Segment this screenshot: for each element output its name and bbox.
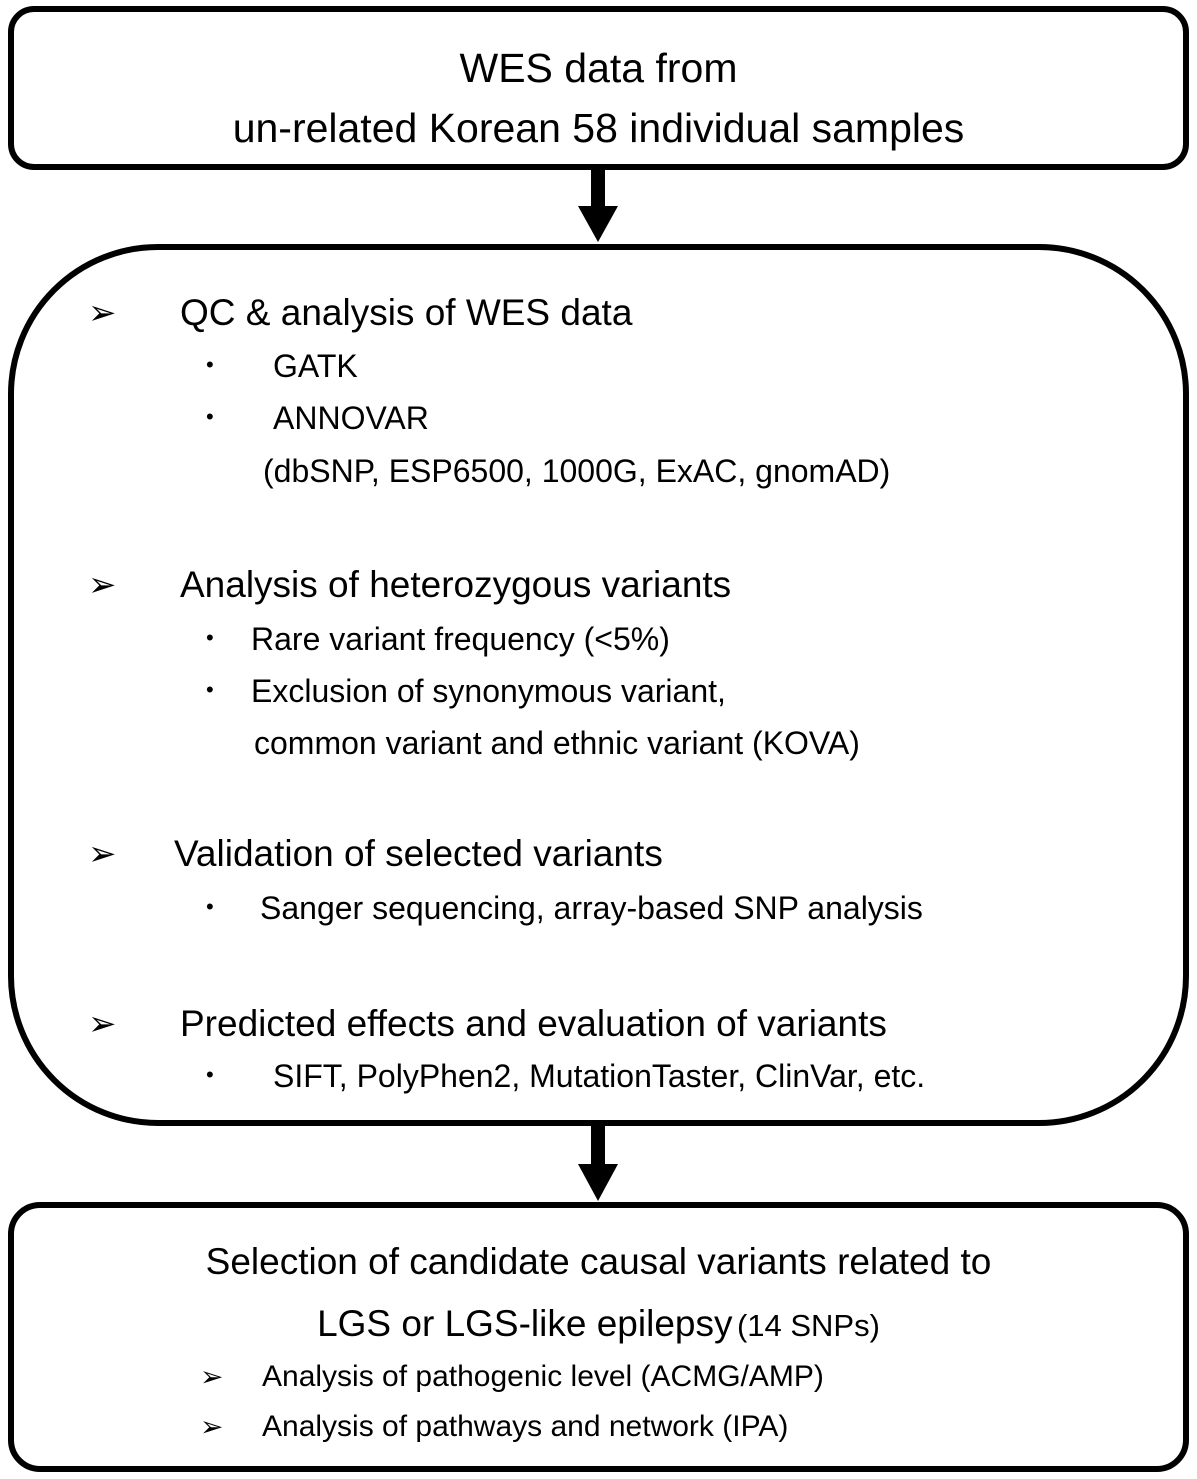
arrow-top-to-middle: [578, 170, 618, 242]
arrowhead-icon: ➢: [88, 835, 117, 873]
section-heading-validation: Validation of selected variants: [174, 833, 663, 874]
selection-title-line2: [14, 1305, 1183, 1342]
item-gatk: GATK: [273, 348, 358, 384]
item-exclusion: Exclusion of synonymous variant,: [251, 673, 726, 709]
arrowhead-icon: ➢: [200, 1411, 224, 1442]
arrowhead-icon: ➢: [88, 566, 117, 604]
bullet-icon: •: [206, 1062, 214, 1087]
selection-title-suffix: (14 SNPs): [736, 1308, 880, 1343]
item-annovar: ANNOVAR: [273, 400, 429, 436]
item-sanger: Sanger sequencing, array-based SNP analysis: [260, 890, 923, 926]
bullet-icon: •: [206, 352, 214, 377]
exclusion-continued: common variant and ethnic variant (KOVA): [254, 725, 860, 761]
section-heading-heterozygous: Analysis of heterozygous variants: [180, 564, 732, 605]
input-data-box: [8, 6, 1189, 170]
arrowhead-icon: ➢: [88, 1005, 117, 1043]
item-tools: SIFT, PolyPhen2, MutationTaster, ClinVar, etc.: [273, 1058, 926, 1094]
bullet-icon: •: [206, 404, 214, 429]
item-pathogenic: Analysis of pathogenic level (ACMG/AMP): [262, 1360, 824, 1393]
arrow-middle-to-bottom: [578, 1126, 618, 1201]
item-pathways: Analysis of pathways and network (IPA): [262, 1410, 789, 1443]
input-title-line1: WES data from: [459, 45, 738, 91]
analysis-pipeline-box: [8, 244, 1189, 1126]
annovar-databases: (dbSNP, ESP6500, 1000G, ExAC, gnomAD): [263, 453, 891, 489]
bullet-icon: •: [206, 894, 214, 919]
section-heading-predicted: Predicted effects and evaluation of variants: [180, 1003, 887, 1044]
input-title-line2: un-related Korean 58 individual samples: [232, 105, 965, 151]
arrowhead-icon: ➢: [200, 1361, 224, 1392]
bullet-icon: •: [206, 625, 214, 650]
section-heading-qc: QC & analysis of WES data: [180, 292, 633, 333]
selection-box: [8, 1202, 1189, 1472]
item-rare-variant: Rare variant frequency (<5%): [251, 621, 670, 657]
arrowhead-icon: ➢: [88, 294, 117, 332]
bullet-icon: •: [206, 677, 214, 702]
selection-title-main: LGS or LGS-like epilepsy: [317, 1303, 733, 1344]
selection-title-line1: Selection of candidate causal variants related to: [205, 1241, 992, 1282]
